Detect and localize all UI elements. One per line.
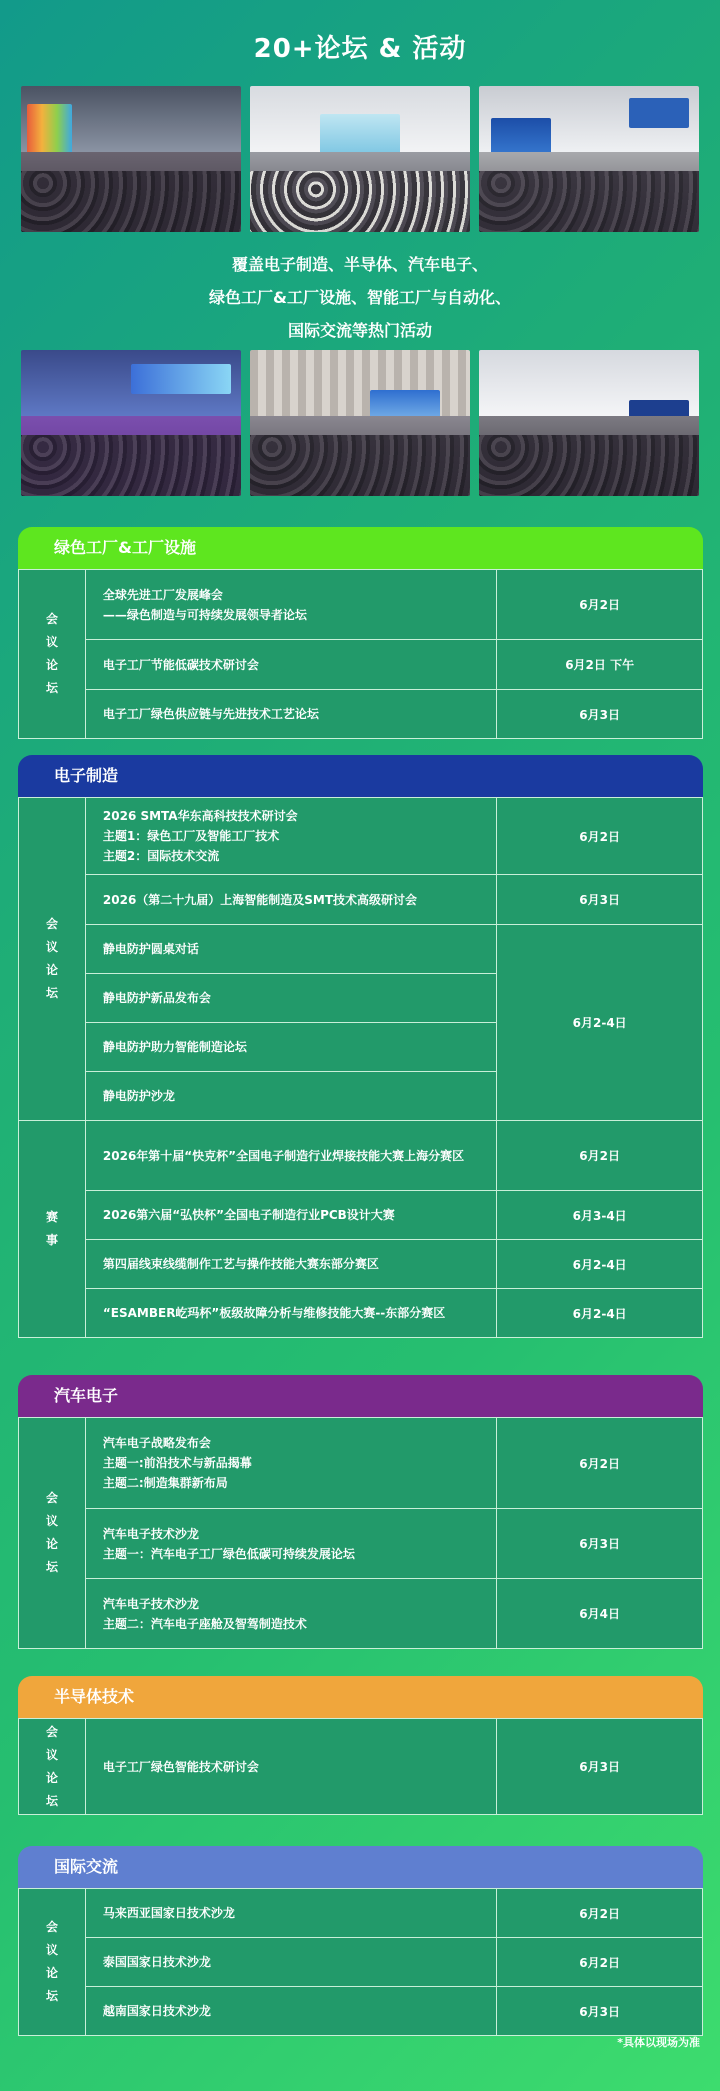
event-date: 6月3日 xyxy=(497,690,703,739)
event-date: 6月2-4日 xyxy=(497,925,703,1121)
event-date: 6月3日 xyxy=(497,875,703,925)
section-1 xyxy=(18,755,703,1338)
table-row xyxy=(19,1191,703,1240)
event-date: 6月3日 xyxy=(497,1719,703,1815)
section-2 xyxy=(18,1375,703,1649)
subtitle xyxy=(0,248,720,347)
event-date: 6月3-4日 xyxy=(497,1191,703,1240)
photo-row-bottom xyxy=(21,350,699,496)
event-date: 6月4日 xyxy=(497,1579,703,1649)
event-name: 马来西亚国家日技术沙龙 xyxy=(85,1889,496,1938)
table-row xyxy=(19,1418,703,1509)
event-name: 2026第六届“弘快杯”全国电子制造行业PCB设计大赛 xyxy=(85,1191,496,1240)
section-header: 半导体技术 xyxy=(18,1676,703,1718)
event-name: 2026 SMTA华东高科技技术研讨会 主题1：绿色工厂及智能工厂技术 主题2：国际技术交流 xyxy=(85,798,496,875)
table-row xyxy=(19,1719,703,1815)
section-3 xyxy=(18,1676,703,1815)
event-date: 6月2日 xyxy=(497,570,703,640)
section-4 xyxy=(18,1846,703,2036)
subtitle-line: 绿色工厂&工厂设施、智能工厂与自动化、 xyxy=(209,288,511,307)
event-name: 汽车电子战略发布会 主题一:前沿技术与新品揭幕 主题二:制造集群新布局 xyxy=(85,1418,496,1509)
photo-row-top xyxy=(21,86,699,232)
event-date: 6月2日 xyxy=(497,798,703,875)
table-row xyxy=(19,1289,703,1338)
event-photo xyxy=(479,350,699,496)
event-name: 2026年第十届“快克杯”全国电子制造行业焊接技能大赛上海分赛区 xyxy=(85,1121,496,1191)
table-row xyxy=(19,1889,703,1938)
event-date: 6月2日 xyxy=(497,1938,703,1987)
event-name: 静电防护沙龙 xyxy=(85,1072,496,1121)
event-name: 全球先进工厂发展峰会 ——绿色制造与可持续发展领导者论坛 xyxy=(85,570,496,640)
category-cell: 会 议 论 坛 xyxy=(19,1719,86,1815)
event-photo xyxy=(250,86,470,232)
section-header: 汽车电子 xyxy=(18,1375,703,1417)
event-name: 越南国家日技术沙龙 xyxy=(85,1987,496,2036)
section-header: 电子制造 xyxy=(18,755,703,797)
category-cell: 会 议 论 坛 xyxy=(19,1889,86,2036)
event-photo xyxy=(250,350,470,496)
category-cell: 会 议 论 坛 xyxy=(19,798,86,1121)
table-row xyxy=(19,1938,703,1987)
event-name: 静电防护新品发布会 xyxy=(85,974,496,1023)
table-row xyxy=(19,1121,703,1191)
event-name: 电子工厂绿色智能技术研讨会 xyxy=(85,1719,496,1815)
schedule-table xyxy=(18,1417,703,1649)
event-name: 2026（第二十九届）上海智能制造及SMT技术高级研讨会 xyxy=(85,875,496,925)
subtitle-line: 覆盖电子制造、半导体、汽车电子、 xyxy=(231,255,488,274)
event-photo xyxy=(479,86,699,232)
table-row xyxy=(19,1579,703,1649)
event-name: 静电防护圆桌对话 xyxy=(85,925,496,974)
event-name: 电子工厂节能低碳技术研讨会 xyxy=(85,640,496,690)
table-row xyxy=(19,875,703,925)
schedule-table xyxy=(18,569,703,739)
event-name: “ESAMBER屹玛杯”板级故障分析与维修技能大赛--东部分赛区 xyxy=(85,1289,496,1338)
event-date: 6月2日 xyxy=(497,1121,703,1191)
table-row xyxy=(19,640,703,690)
footnote: *具体以现场为准 xyxy=(617,2036,700,2049)
section-0 xyxy=(18,527,703,739)
table-row xyxy=(19,690,703,739)
subtitle-line: 国际交流等热门活动 xyxy=(287,321,432,340)
schedule-table xyxy=(18,797,703,1338)
event-photo xyxy=(21,86,241,232)
category-cell: 赛 事 xyxy=(19,1121,86,1338)
event-date: 6月2日 xyxy=(497,1889,703,1938)
event-date: 6月2-4日 xyxy=(497,1289,703,1338)
schedule-table xyxy=(18,1888,703,2036)
section-header: 绿色工厂&工厂设施 xyxy=(18,527,703,569)
category-cell: 会 议 论 坛 xyxy=(19,570,86,739)
event-name: 泰国国家日技术沙龙 xyxy=(85,1938,496,1987)
table-row xyxy=(19,925,703,974)
event-photo xyxy=(21,350,241,496)
table-row xyxy=(19,570,703,640)
category-cell: 会 议 论 坛 xyxy=(19,1418,86,1649)
table-row xyxy=(19,1987,703,2036)
table-row xyxy=(19,1509,703,1579)
event-name: 汽车电子技术沙龙 主题二：汽车电子座舱及智驾制造技术 xyxy=(85,1579,496,1649)
section-header: 国际交流 xyxy=(18,1846,703,1888)
event-name: 静电防护助力智能制造论坛 xyxy=(85,1023,496,1072)
event-name: 汽车电子技术沙龙 主题一：汽车电子工厂绿色低碳可持续发展论坛 xyxy=(85,1509,496,1579)
event-name: 电子工厂绿色供应链与先进技术工艺论坛 xyxy=(85,690,496,739)
event-date: 6月2日 xyxy=(497,1418,703,1509)
schedule-table xyxy=(18,1718,703,1815)
table-row xyxy=(19,798,703,875)
event-name: 第四届线束线缆制作工艺与操作技能大赛东部分赛区 xyxy=(85,1240,496,1289)
page-title: 20+论坛 & 活动 xyxy=(253,34,467,64)
event-date: 6月2日 下午 xyxy=(497,640,703,690)
event-date: 6月3日 xyxy=(497,1987,703,2036)
event-date: 6月2-4日 xyxy=(497,1240,703,1289)
table-row xyxy=(19,1240,703,1289)
event-date: 6月3日 xyxy=(497,1509,703,1579)
